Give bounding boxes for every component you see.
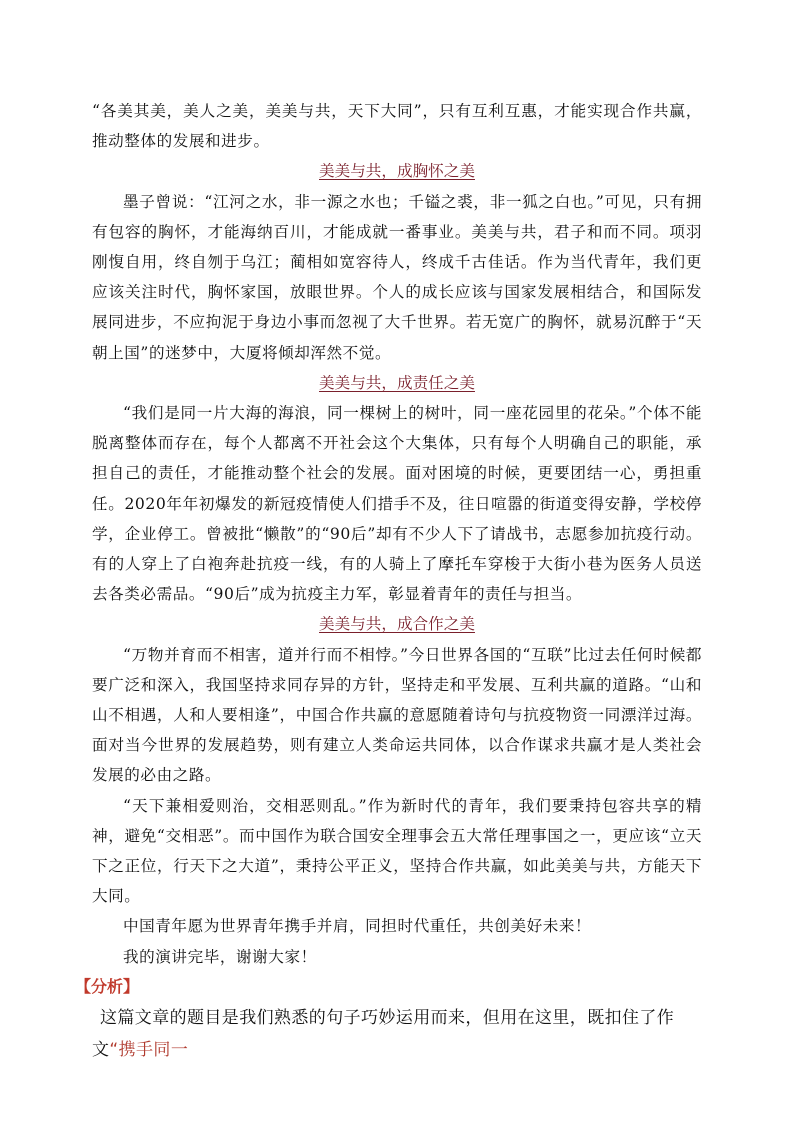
section-3-paragraph-1: “万物并育而不相害，道并行而不相悖。”今日世界各国的“互联”比过去任何时候都要广泛和深入，我国坚持求同存异的方针，坚持走和平发展、互利共赢的道路。“山和山不相遇，人和人要相逢”，中国合作共赢的意愿随着诗句与抗疫物资一同漂洋过海。面对当今世界的发展趋势，则有建立人类命运共同体，以合作谋求共赢才是人类社会发展的必由之路。 xyxy=(92,645,702,785)
analysis-text-highlight: “携手同一 xyxy=(109,1040,189,1061)
closing-wish: 中国青年愿为世界青年携手并肩，同担时代重任，共创美好未来！ xyxy=(123,917,592,936)
section-heading-1: 美美与共，成胸怀之美 xyxy=(319,162,475,181)
intro-paragraph: “各美其美，美人之美，美美与共，天下大同”，只有互利互惠，才能实现合作共赢，推动整体的发展和进步。 xyxy=(92,102,702,151)
section-2-paragraph-1: “我们是同一片大海的海浪，同一棵树上的树叶，同一座花园里的花朵。”个体不能脱离整体而存在，每个人都离不开社会这个大集体，只有每个人明确自己的职能，承担自己的责任，才能推动整个社会的发展。面对困境的时候，更要团结一心，勇担重任。2020年年初爆发的新冠疫情使人们措手不及，往日喧嚣的街道变得安静，学校停学，企业停工。曾被批“懒散”的“90后”却有不少人下了请战书，志愿参加抗疫行动。有的人穿上了白袍奔赴抗疫一线，有的人骑上了摩托车穿梭于大街小巷为医务人员送去各类必需品。“90后”成为抗疫主力军，彰显着青年的责任与担当。 xyxy=(92,404,702,604)
analysis-label: 【分析】 xyxy=(75,976,140,996)
analysis-text xyxy=(92,1002,702,1066)
section-heading-3: 美美与共，成合作之美 xyxy=(319,615,475,634)
section-3-paragraph-2: “天下兼相爱则治，交相恶则乱。”作为新时代的青年，我们要秉持包容共享的精神，避免“交相恶”。而中国作为联合国安全理事会五大常任理事国之一，更应该“立天下之正位，行天下之大道”，秉持公平正义，坚持合作共赢，如此美美与共，方能天下大同。 xyxy=(92,796,702,906)
analysis-text-main: 这篇文章的题目是我们熟悉的句子巧妙运用而来，但用在这里，既扣住了作文 xyxy=(92,1008,675,1061)
section-1-paragraph-1: 墨子曾说：“江河之水，非一源之水也；千镒之裘，非一狐之白也。”可见，只有拥有包容的胸怀，才能海纳百川，才能成就一番事业。美美与共，君子和而不同。项羽刚愎自用，终自刎于乌江；蔺相如宽容待人，终成千古佳话。作为当代青年，我们更应该关注时代，胸怀家国，放眼世界。个人的成长应该与国家发展相结合，和国际发展同进步，不应拘泥于身边小事而忽视了大千世界。若无宽广的胸怀，就易沉醉于“天朝上国”的迷梦中，大厦将倾却浑然不觉。 xyxy=(92,192,702,362)
closing-thanks: 我的演讲完毕，谢谢大家！ xyxy=(123,947,317,966)
section-heading-2: 美美与共，成责任之美 xyxy=(319,373,475,392)
